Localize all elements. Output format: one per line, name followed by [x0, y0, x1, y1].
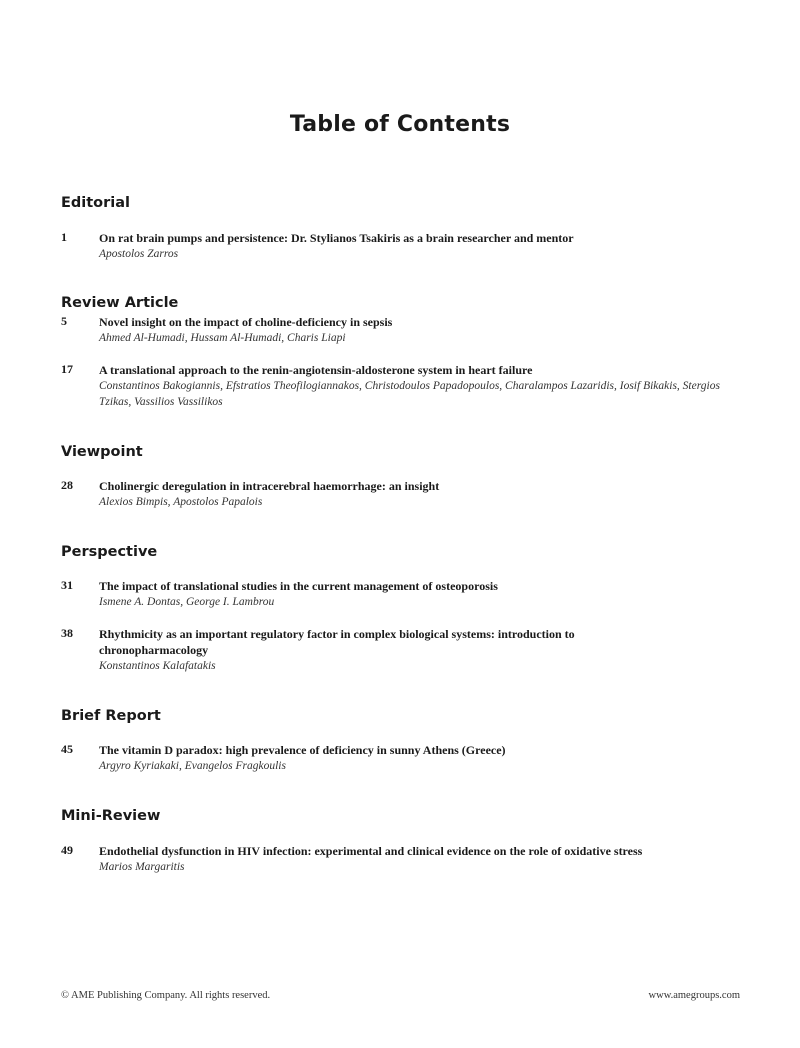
entry-title[interactable]: Novel insight on the impact of choline-deficiency in sepsis [99, 315, 393, 329]
page-title: Table of Contents [289, 112, 511, 137]
footer-website-link[interactable]: www.amegroups.com [648, 990, 740, 1001]
entry-title[interactable]: On rat brain pumps and persistence: Dr. Stylianos Tsakiris as a brain researcher and mentor [99, 231, 574, 245]
entry-page-number: 28 [61, 478, 73, 492]
entry-page-number: 38 [61, 626, 73, 640]
entry-title[interactable]: Rhythmicity as an important regulatory factor in complex biological systems: introduction to chronopharmacology [99, 627, 575, 657]
entry-authors: Ahmed Al-Humadi, Hussam Al-Humadi, Charis Liapi [99, 332, 346, 344]
section-heading-review-article: Review Article [61, 295, 179, 311]
entry-title[interactable]: A translational approach to the renin-angiotensin-aldosterone system in heart failure [99, 363, 533, 377]
entry-page-number: 49 [61, 843, 73, 857]
entry-page-number: 45 [61, 742, 73, 756]
entry-page-number: 1 [61, 230, 67, 244]
entry-authors: Marios Margaritis [99, 861, 185, 873]
entry-title[interactable]: Cholinergic deregulation in intracerebral haemorrhage: an insight [99, 479, 440, 493]
toc-entry[interactable] [61, 362, 751, 410]
entry-authors: Ismene A. Dontas, George I. Lambrou [99, 596, 275, 608]
toc-entry[interactable] [61, 478, 751, 510]
toc-entry[interactable] [61, 314, 751, 346]
footer-copyright: © AME Publishing Company. All rights reserved. [61, 990, 271, 1001]
entry-page-number: 17 [61, 362, 73, 376]
section-heading-brief-report: Brief Report [61, 708, 161, 724]
entry-title[interactable]: The vitamin D paradox: high prevalence of deficiency in sunny Athens (Greece) [99, 743, 506, 757]
toc-entry[interactable] [61, 742, 751, 774]
entry-page-number: 5 [61, 314, 67, 328]
entry-authors: Alexios Bimpis, Apostolos Papalois [99, 496, 263, 508]
section-heading-viewpoint: Viewpoint [61, 444, 143, 460]
entry-title[interactable]: The impact of translational studies in the current management of osteoporosis [99, 579, 498, 593]
section-heading-mini-review: Mini-Review [61, 808, 161, 824]
toc-entry[interactable] [61, 578, 751, 610]
section-heading-editorial: Editorial [61, 195, 131, 211]
entry-authors: Argyro Kyriakaki, Evangelos Fragkoulis [99, 760, 286, 772]
toc-entry[interactable] [61, 230, 751, 262]
section-heading-perspective: Perspective [61, 544, 158, 560]
entry-page-number: 31 [61, 578, 73, 592]
toc-entry[interactable] [61, 843, 751, 875]
entry-authors: Constantinos Bakogiannis, Efstratios Theofilogiannakos, Christodoulos Papadopoulos, Charalampos Lazaridis, Iosif Bikakis, Stergios Tzikas, Vassilios Vassilikos [99, 380, 720, 408]
toc-entry[interactable] [61, 626, 751, 674]
entry-authors: Konstantinos Kalafatakis [99, 660, 216, 672]
entry-authors: Apostolos Zarros [99, 248, 179, 260]
entry-title[interactable]: Endothelial dysfunction in HIV infection: experimental and clinical evidence on the role of oxidative stress [99, 844, 643, 858]
